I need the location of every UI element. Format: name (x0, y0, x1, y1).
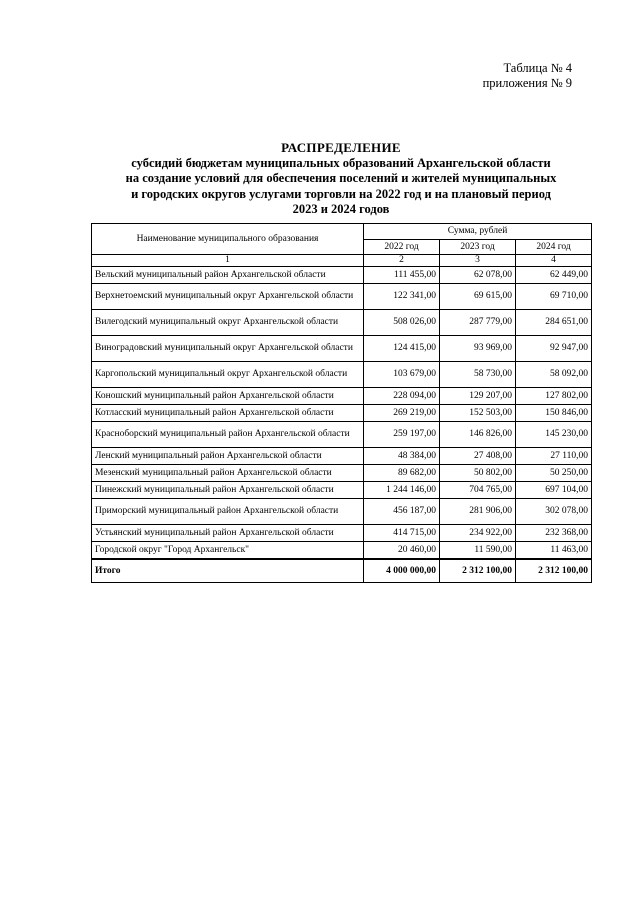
amount-2023: 146 826,00 (440, 422, 516, 448)
header-row (92, 224, 592, 240)
amount-2023: 152 503,00 (440, 405, 516, 422)
municipality-name: Котласский муниципальный район Архангельской области (92, 405, 364, 422)
heading-title: РАСПРЕДЕЛЕНИЕ (281, 140, 401, 155)
heading-line-1: субсидий бюджетам муниципальных образований Архангельской области (131, 155, 551, 170)
column-header-2024: 2024 год (516, 240, 592, 255)
table-row (92, 405, 592, 422)
table-reference (483, 61, 572, 91)
total-row (92, 559, 592, 583)
municipality-name: Ленский муниципальный район Архангельской области (92, 448, 364, 465)
amount-2024: 11 463,00 (516, 542, 592, 560)
amount-2022: 111 455,00 (364, 267, 440, 284)
total-2023: 2 312 100,00 (440, 559, 516, 583)
amount-2022: 20 460,00 (364, 542, 440, 560)
amount-2023: 93 969,00 (440, 336, 516, 362)
column-header-2022: 2022 год (364, 240, 440, 255)
amount-2024: 150 846,00 (516, 405, 592, 422)
amount-2023: 69 615,00 (440, 284, 516, 310)
municipality-name: Верхнетоемский муниципальный округ Архангельской области (92, 284, 364, 310)
amount-2024: 302 078,00 (516, 499, 592, 525)
table-row (92, 336, 592, 362)
table-row (92, 267, 592, 284)
municipality-name: Городской округ "Город Архангельск" (92, 542, 364, 560)
column-index-row (92, 255, 592, 267)
municipality-name: Красноборский муниципальный район Архангельской области (92, 422, 364, 448)
amount-2024: 127 802,00 (516, 388, 592, 405)
table-row (92, 362, 592, 388)
amount-2022: 103 679,00 (364, 362, 440, 388)
amount-2024: 284 651,00 (516, 310, 592, 336)
amount-2024: 697 104,00 (516, 482, 592, 499)
table-body (92, 224, 592, 583)
table-row (92, 525, 592, 542)
amount-2024: 232 368,00 (516, 525, 592, 542)
amount-2022: 89 682,00 (364, 465, 440, 482)
amount-2024: 58 092,00 (516, 362, 592, 388)
table-row (92, 542, 592, 560)
total-2022: 4 000 000,00 (364, 559, 440, 583)
amount-2024: 69 710,00 (516, 284, 592, 310)
table-row (92, 388, 592, 405)
document-heading (92, 140, 590, 218)
table-row (92, 482, 592, 499)
heading-line-2: на создание условий для обеспечения поселений и жителей муниципальных (125, 171, 557, 185)
amount-2022: 259 197,00 (364, 422, 440, 448)
total-label: Итого (92, 559, 364, 583)
municipality-name: Приморский муниципальный район Архангельской области (92, 499, 364, 525)
amount-2023: 281 906,00 (440, 499, 516, 525)
table-row (92, 499, 592, 525)
table-row (92, 284, 592, 310)
column-header-name: Наименование муниципального образования (92, 224, 364, 255)
amount-2024: 145 230,00 (516, 422, 592, 448)
column-index: 1 (92, 255, 364, 267)
amount-2022: 414 715,00 (364, 525, 440, 542)
amount-2023: 129 207,00 (440, 388, 516, 405)
table-row (92, 310, 592, 336)
amount-2022: 122 341,00 (364, 284, 440, 310)
column-index: 3 (440, 255, 516, 267)
amount-2022: 508 026,00 (364, 310, 440, 336)
municipality-name: Пинежский муниципальный район Архангельской области (92, 482, 364, 499)
total-2024: 2 312 100,00 (516, 559, 592, 583)
amount-2022: 456 187,00 (364, 499, 440, 525)
municipality-name: Каргопольский муниципальный округ Архангельской области (92, 362, 364, 388)
amount-2024: 92 947,00 (516, 336, 592, 362)
heading-line-3: и городских округов услугами торговли на 2022 год и на плановый период (131, 186, 551, 201)
municipality-name: Мезенский муниципальный район Архангельской области (92, 465, 364, 482)
amount-2023: 58 730,00 (440, 362, 516, 388)
amount-2023: 27 408,00 (440, 448, 516, 465)
table-row (92, 465, 592, 482)
table-row (92, 422, 592, 448)
municipality-name: Коношский муниципальный район Архангельской области (92, 388, 364, 405)
amount-2023: 704 765,00 (440, 482, 516, 499)
subsidy-table (91, 223, 592, 583)
amount-2022: 1 244 146,00 (364, 482, 440, 499)
amount-2022: 228 094,00 (364, 388, 440, 405)
reference-line-1: Таблица № 4 (503, 61, 572, 75)
municipality-name: Вельский муниципальный район Архангельской области (92, 267, 364, 284)
amount-2022: 48 384,00 (364, 448, 440, 465)
amount-2022: 124 415,00 (364, 336, 440, 362)
municipality-name: Устьянский муниципальный район Архангельской области (92, 525, 364, 542)
amount-2023: 62 078,00 (440, 267, 516, 284)
column-header-sum: Сумма, рублей (364, 224, 592, 240)
amount-2024: 62 449,00 (516, 267, 592, 284)
amount-2023: 50 802,00 (440, 465, 516, 482)
column-header-2023: 2023 год (440, 240, 516, 255)
column-index: 4 (516, 255, 592, 267)
amount-2022: 269 219,00 (364, 405, 440, 422)
amount-2024: 27 110,00 (516, 448, 592, 465)
municipality-name: Виноградовский муниципальный округ Архангельской области (92, 336, 364, 362)
municipality-name: Вилегодский муниципальный округ Архангельской области (92, 310, 364, 336)
amount-2023: 11 590,00 (440, 542, 516, 560)
table-row (92, 448, 592, 465)
amount-2023: 287 779,00 (440, 310, 516, 336)
column-index: 2 (364, 255, 440, 267)
amount-2024: 50 250,00 (516, 465, 592, 482)
reference-line-2: приложения № 9 (482, 76, 572, 90)
heading-line-4: 2023 и 2024 годов (292, 202, 390, 216)
amount-2023: 234 922,00 (440, 525, 516, 542)
